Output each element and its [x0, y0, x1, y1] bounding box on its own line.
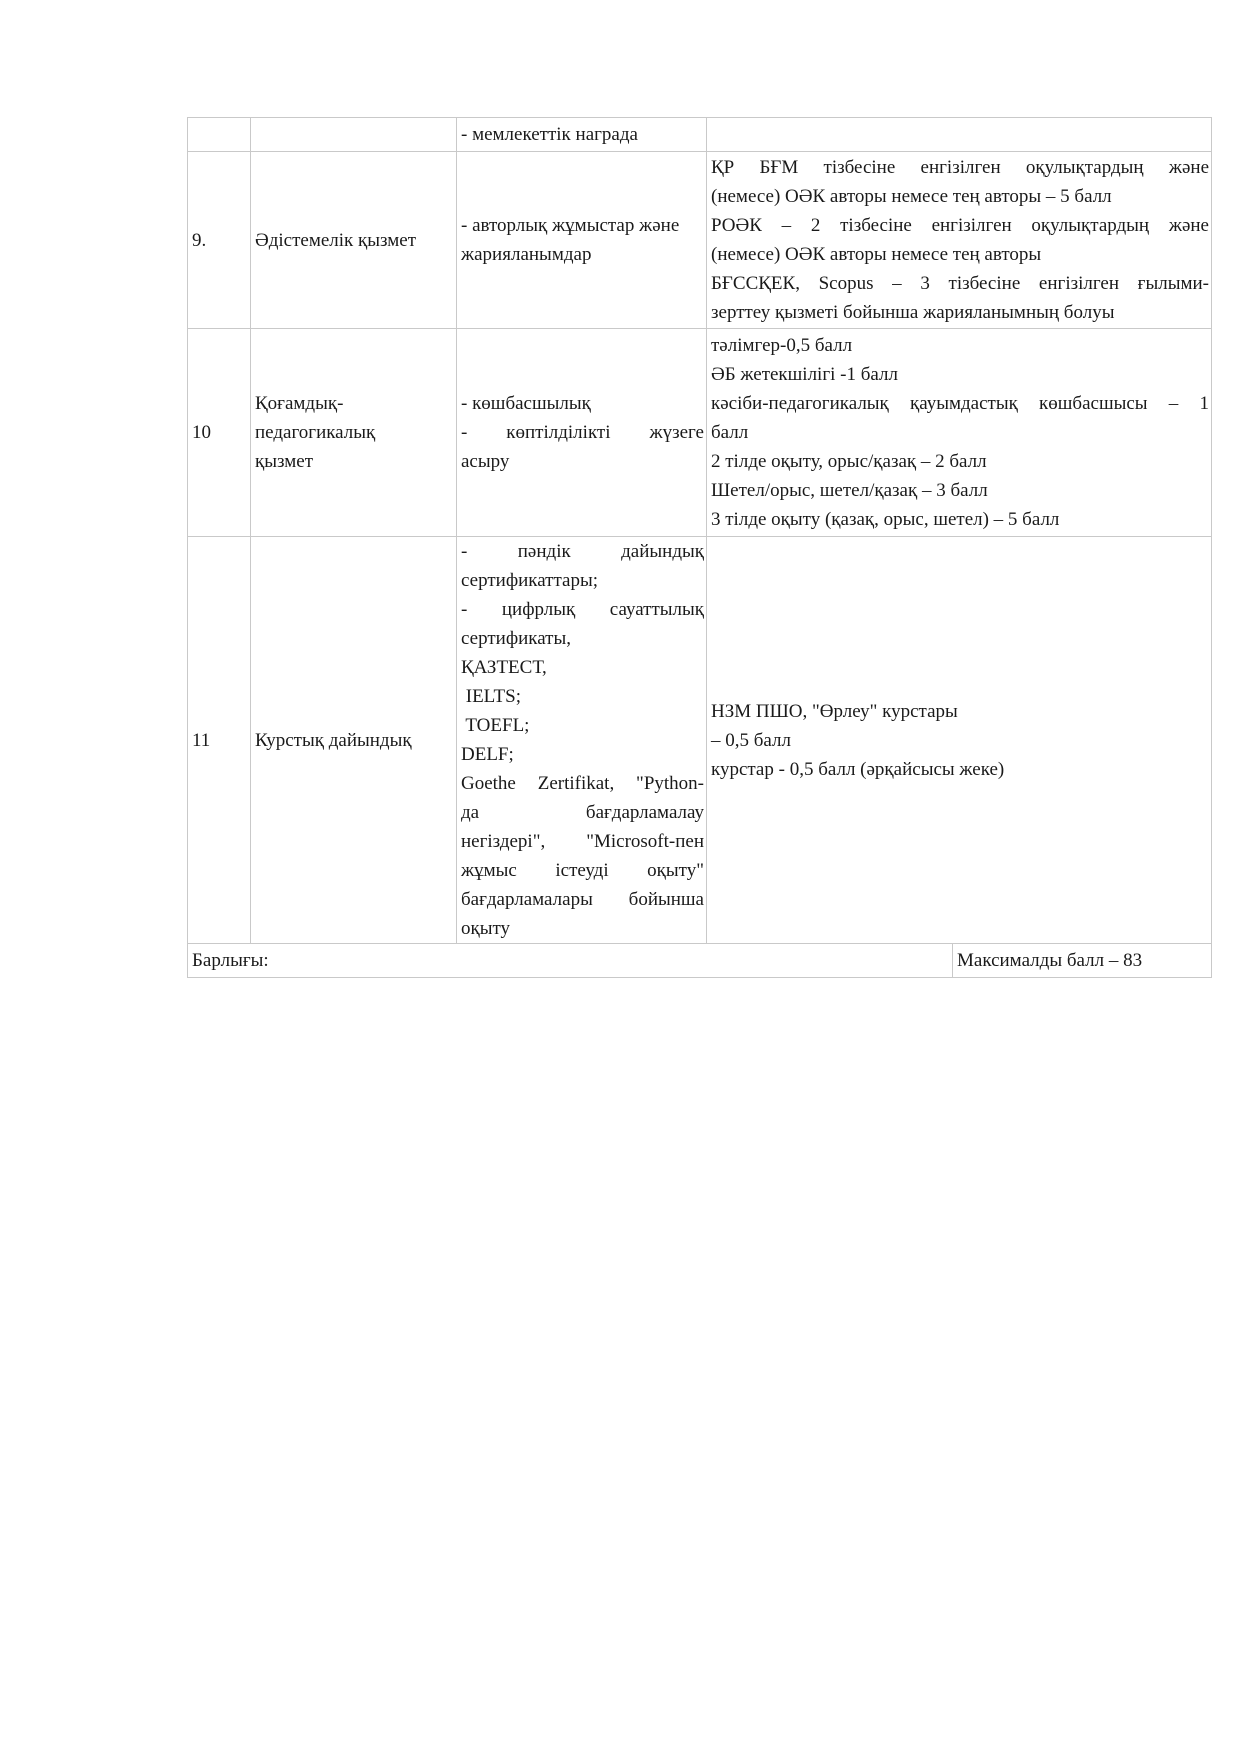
total-value: Максималды балл – 83: [957, 950, 1143, 971]
row-number-cell: [188, 329, 251, 537]
indicator-line: - авторлық жұмыстар және: [461, 215, 680, 236]
score-line: кәсіби-педагогикалық қауымдастық көшбасшысы – 1: [711, 393, 1209, 414]
indicator-line: - көптілділікті жүзеге: [461, 422, 704, 443]
indicator-line: сертификаты,: [461, 628, 572, 649]
score-line: зерттеу қызметі бойынша жарияланымның болуы: [711, 302, 1115, 323]
indicator-line: IELTS;: [461, 686, 521, 707]
score-line: (немесе) ОӘК авторы немесе тең авторы – 5 балл: [711, 186, 1112, 207]
criterion-name: педагогикалық: [255, 422, 376, 443]
row-number: 10: [192, 422, 211, 443]
score-line: РОӘК – 2 тізбесіне енгізілген оқулықтардың және: [711, 215, 1209, 236]
indicator-line: жұмыс істеуді оқыту": [461, 860, 704, 881]
criterion-name-cell: [251, 152, 457, 329]
indicator-line: сертификаттары;: [461, 570, 598, 591]
indicator-cell: [457, 329, 707, 537]
score-cell: [707, 152, 1212, 329]
table-row: [188, 118, 1212, 152]
row-number: 11: [192, 729, 211, 751]
row-number-cell: [188, 537, 251, 944]
total-label: Барлығы:: [192, 950, 269, 971]
score-line: ҚР БҒМ тізбесіне енгізілген оқулықтардың және: [711, 157, 1209, 178]
score-line: курстар - 0,5 балл (әрқайсысы жеке): [711, 758, 1005, 780]
row-number-cell: [188, 118, 251, 152]
score-cell: [707, 329, 1212, 537]
criterion-name: қызмет: [255, 451, 313, 472]
indicator-line: - мемлекеттік награда: [461, 124, 638, 145]
criterion-name: Әдістемелік қызмет: [255, 229, 417, 251]
indicator-line: оқыту: [461, 918, 511, 939]
table-row: [188, 537, 1212, 944]
indicator-line: TOEFL;: [461, 715, 530, 736]
indicator-cell: [457, 537, 707, 944]
score-line: 3 тілде оқыту (қазақ, орыс, шетел) – 5 балл: [711, 509, 1060, 530]
indicator-line: жарияланымдар: [461, 244, 592, 265]
score-line: Шетел/орыс, шетел/қазақ – 3 балл: [711, 480, 988, 501]
criteria-table: [187, 117, 1212, 978]
indicator-line: - пәндік дайындық: [461, 541, 704, 562]
indicator-line: - көшбасшылық: [461, 393, 591, 414]
criterion-name: Курстық дайындық: [255, 729, 412, 751]
score-line: балл: [711, 422, 749, 443]
total-value-cell: [953, 944, 1212, 978]
total-row: [188, 944, 1212, 978]
criterion-name: Қоғамдық-: [255, 393, 344, 414]
indicator-line: асыру: [461, 451, 510, 472]
indicator-line: да бағдарламалау: [461, 802, 704, 823]
score-line: БҒССҚЕК, Scopus – 3 тізбесіне енгізілген ғылыми-: [711, 273, 1209, 294]
indicator-line: - цифрлық сауаттылық: [461, 599, 704, 620]
indicator-line: бағдарламалары бойынша: [461, 889, 704, 910]
indicator-cell: [457, 152, 707, 329]
score-line: НЗМ ПШО, "Өрлеу" курстары: [711, 700, 958, 722]
table-row: [188, 329, 1212, 537]
score-line: ӘБ жетекшілігі -1 балл: [711, 364, 898, 385]
score-cell: [707, 118, 1212, 152]
row-number-cell: [188, 152, 251, 329]
criterion-name-cell: [251, 537, 457, 944]
score-cell: [707, 537, 1212, 944]
indicator-line: DELF;: [461, 744, 514, 765]
score-line: (немесе) ОӘК авторы немесе тең авторы: [711, 244, 1042, 265]
indicator-line: ҚАЗТЕСТ,: [461, 657, 547, 678]
score-line: – 0,5 балл: [711, 729, 791, 751]
score-line: 2 тілде оқыту, орыс/қазақ – 2 балл: [711, 451, 987, 472]
total-label-cell: [188, 944, 953, 978]
criterion-name-cell: [251, 329, 457, 537]
row-number: 9.: [192, 229, 207, 251]
indicator-cell: [457, 118, 707, 152]
indicator-line: Goethe Zertifikat, "Python-: [461, 773, 704, 794]
criterion-name-cell: [251, 118, 457, 152]
indicator-line: негіздері", "Microsoft-пен: [461, 831, 704, 852]
table-row: [188, 152, 1212, 329]
score-line: тәлімгер-0,5 балл: [711, 335, 853, 356]
